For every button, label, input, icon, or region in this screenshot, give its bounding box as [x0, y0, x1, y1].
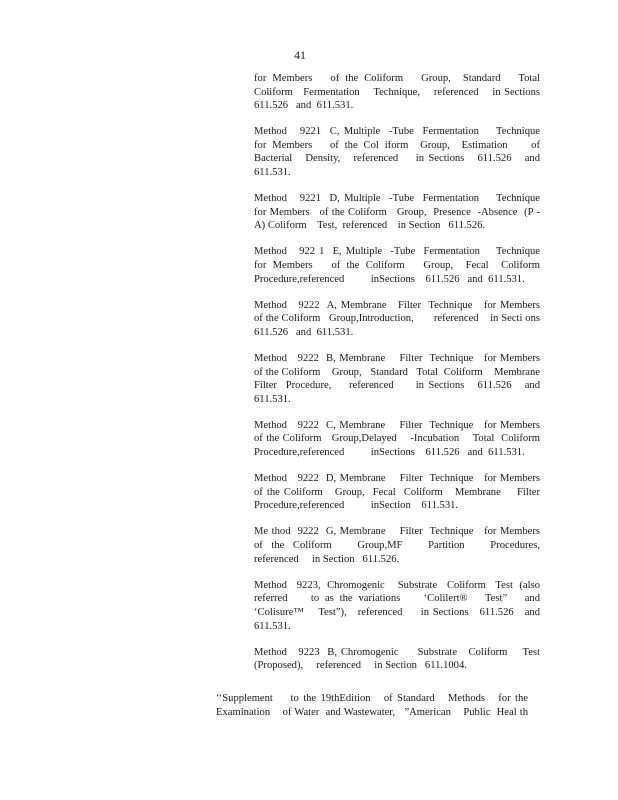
entry-line: Method 922 1 E, Multiple -Tube Fermentation Technique — [254, 246, 540, 258]
footnote-line: Examination of Water and Wastewater, ”American Public Heal th — [216, 706, 528, 718]
entry-line: Method 9222 C, Membrane Filter Technique for Members — [254, 419, 540, 431]
method-entry — [254, 579, 540, 633]
entry-line: Method 9221 D, Multiple -Tube Fermentation Technique — [254, 193, 540, 205]
entry-line: of the Coliform Group,MF Partition Procedures, — [254, 540, 540, 552]
entry-line: Filter Procedure, referenced in Sections 611.526 and — [254, 380, 540, 392]
method-entry — [254, 525, 540, 566]
entry-line: Procedure,referenced inSections 611.526 and 611.531. — [254, 273, 525, 285]
method-entry — [254, 245, 540, 286]
entry-line: referred to as the variations ‘Colilert® Test” and — [254, 593, 540, 605]
entry-line: 611.526 and 611.531. — [254, 100, 354, 112]
entry-line: for Members of the Coliform Group, Presence -Absence (P - — [254, 206, 540, 218]
entry-line: Method 9221 C, Multiple -Tube Fermentation Technique — [254, 126, 540, 138]
entry-line: of the Coliform Group,Introduction, referenced in Secti ons — [254, 313, 540, 325]
entry-line: Coliform Fermentation Technique, referenced in Sections — [254, 86, 540, 98]
entry-line: ‘Colisure™ Test”), referenced in Sections 611.526 and — [254, 606, 540, 618]
entry-line: Method 9223 B, Chromogenic Substrate Coliform Test — [254, 646, 540, 658]
method-entry — [254, 472, 540, 513]
entry-line: 611.531. — [254, 167, 291, 179]
entry-line: of the Coliform Group, Standard Total Coliform Membrane — [254, 366, 540, 378]
supplement-footnote — [216, 692, 528, 719]
method-entry — [254, 419, 540, 460]
method-entry — [254, 299, 540, 340]
entry-line: for Members of the Coliform Group, Fecal Coliform — [254, 260, 540, 272]
entry-line: for Members of the Col iform Group, Estimation of — [254, 139, 540, 151]
entry-line: Method 9222 A, Membrane Filter Technique for Members — [254, 299, 540, 311]
entry-line: Bacterial Density, referenced in Sections 611.526 and — [254, 153, 540, 165]
method-entry — [254, 72, 540, 113]
entry-line: 611.526 and 611.531. — [254, 326, 354, 338]
method-entry — [254, 646, 540, 673]
entry-line: Me thod 9222 G, Membrane Filter Technique for Members — [254, 526, 540, 538]
entry-line: 611.531. — [254, 393, 291, 405]
page-number: 41 — [294, 48, 306, 62]
entry-line: of the Coliform Group, Fecal Coliform Membrane Filter — [254, 486, 540, 498]
entry-line: Procedure,referenced inSections 611.526 and 611.531. — [254, 447, 525, 459]
entry-line: of the Coliform Group,Delayed -Incubation Total Coliform — [254, 433, 540, 445]
entry-line: Method 9222 B, Membrane Filter Technique for Members — [254, 353, 540, 364]
footnote-line: ‘‘Supplement to the 19thEdition of Standard Methods for the — [216, 693, 528, 704]
entry-line: A) Coliform Test, referenced in Section 611.526. — [254, 220, 486, 232]
entry-line: 611.531. — [254, 620, 291, 632]
method-entry — [254, 192, 540, 233]
entry-line: Procedure,referenced inSection 611.531. — [254, 500, 459, 512]
method-entry — [254, 125, 540, 179]
entry-line: Method 9223, Chromogenic Substrate Coliform Test (also — [254, 579, 540, 591]
method-entry — [254, 352, 540, 406]
entry-line: Method 9222 D, Membrane Filter Technique for Members — [254, 473, 540, 485]
entry-line: (Proposed), referenced in Section 611.1004. — [254, 660, 467, 672]
entry-line: referenced in Section 611.526. — [254, 553, 400, 565]
entry-line: for Members of the Coliform Group, Standard Total — [254, 73, 540, 84]
method-list — [254, 72, 540, 685]
